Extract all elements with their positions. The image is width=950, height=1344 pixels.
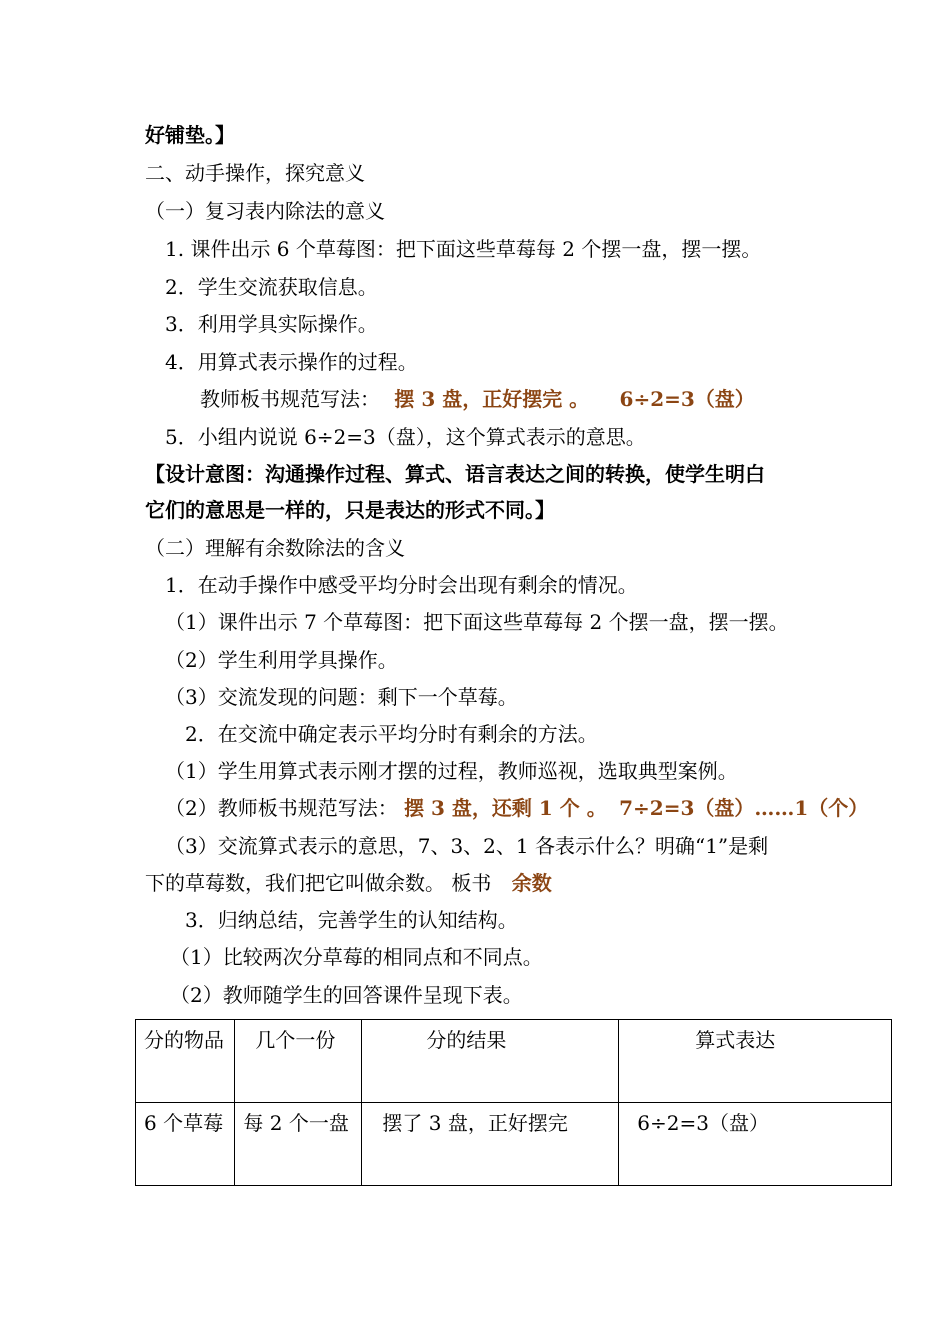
text-line: （1）课件出示 7 个草莓图：把下面这些草莓每 2 个摆一盘，摆一摆。 bbox=[165, 610, 789, 634]
design-intent-line: 【设计意图：沟通操作过程、算式、语言表达之间的转换，使学生明白 bbox=[145, 462, 765, 486]
text-line: 2．学生交流获取信息。 bbox=[165, 275, 378, 299]
remainder-highlight: 余数 bbox=[511, 871, 552, 895]
design-intent-line: 它们的意思是一样的，只是表达的形式不同。】 bbox=[145, 498, 555, 522]
table-cell: 摆了 3 盘，正好摆完 bbox=[362, 1103, 619, 1186]
text-line: 1．在动手操作中感受平均分时会出现有剩余的情况。 bbox=[165, 573, 638, 597]
table-cell: 6 个草莓 bbox=[136, 1103, 235, 1186]
text-line bbox=[145, 870, 815, 896]
table-header-cell: 算式表达 bbox=[619, 1020, 892, 1103]
table-header-row bbox=[136, 1020, 892, 1103]
table-row bbox=[136, 1103, 892, 1186]
table-header-cell: 几个一份 bbox=[235, 1020, 362, 1103]
text-line: （1）比较两次分草莓的相同点和不同点。 bbox=[170, 945, 543, 969]
text-line bbox=[165, 795, 869, 821]
section-heading: 二、动手操作，探究意义 bbox=[145, 161, 365, 185]
text-line: 2．在交流中确定表示平均分时有剩余的方法。 bbox=[185, 722, 598, 746]
text-line: （3）交流算式表示的意思，7、3、2、1 各表示什么？明确“1”是剩 bbox=[165, 834, 769, 858]
board-text-highlight: 摆 3 盘，正好摆完 。 bbox=[394, 387, 590, 411]
table-header-cell: 分的物品 bbox=[136, 1020, 235, 1103]
text-line: 5．小组内说说 6÷2=3（盘），这个算式表示的意思。 bbox=[165, 425, 646, 449]
table-cell: 6÷2=3（盘） bbox=[619, 1103, 892, 1186]
text-line: 3．归纳总结，完善学生的认知结构。 bbox=[185, 908, 518, 932]
division-table bbox=[135, 1019, 892, 1186]
text-line: （1）学生用算式表示刚才摆的过程，教师巡视，选取典型案例。 bbox=[165, 759, 738, 783]
text-line: 好铺垫。】 bbox=[145, 123, 235, 147]
board-formula-highlight: 7÷2=3（盘）……1（个） bbox=[619, 796, 869, 820]
text-line: 4．用算式表示操作的过程。 bbox=[165, 350, 418, 374]
table-cell: 每 2 个一盘 bbox=[235, 1103, 362, 1186]
text-line: 1. 课件出示 6 个草莓图：把下面这些草莓每 2 个摆一盘，摆一摆。 bbox=[165, 237, 762, 261]
text-line bbox=[200, 386, 870, 412]
text-line: （2）教师随学生的回答课件呈现下表。 bbox=[170, 983, 523, 1007]
text-line: （2）学生利用学具操作。 bbox=[165, 648, 398, 672]
board-label: 教师板书规范写法： bbox=[200, 387, 380, 411]
subsection-heading: （二）理解有余数除法的含义 bbox=[145, 536, 405, 560]
table-header-cell: 分的结果 bbox=[362, 1020, 619, 1103]
text-line: 3．利用学具实际操作。 bbox=[165, 312, 378, 336]
board-formula-highlight: 6÷2=3（盘） bbox=[619, 387, 755, 411]
board-text-highlight: 摆 3 盘，还剩 1 个 。 bbox=[404, 796, 607, 820]
text-line: （3）交流发现的问题：剩下一个草莓。 bbox=[165, 685, 518, 709]
text-segment: 下的草莓数，我们把它叫做余数。 板书 bbox=[145, 871, 492, 895]
subsection-heading: （一）复习表内除法的意义 bbox=[145, 199, 385, 223]
board-label: （2）教师板书规范写法： bbox=[165, 796, 398, 820]
